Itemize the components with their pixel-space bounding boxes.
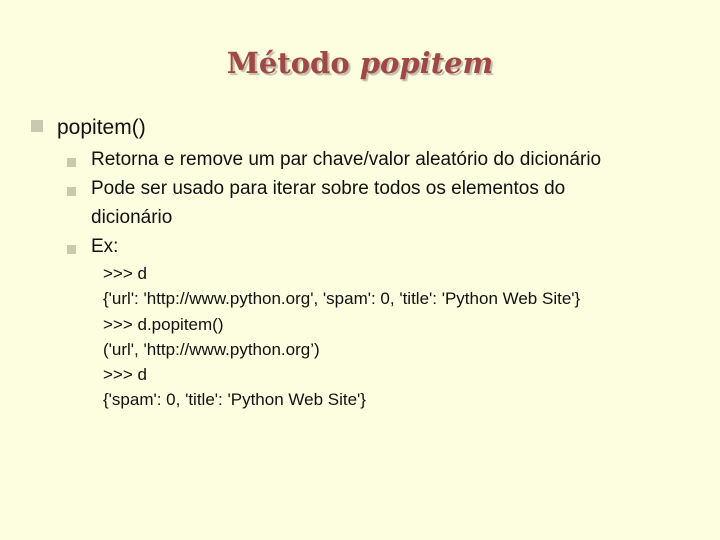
slide-title-plain: Método xyxy=(226,46,360,80)
code-example xyxy=(103,261,580,413)
sub-bullet-returns xyxy=(67,150,691,174)
code-line: {'spam': 0, 'title': 'Python Web Site'} xyxy=(103,390,366,410)
bullet-popitem xyxy=(31,116,146,140)
sub-bullet-square-icon xyxy=(67,245,76,254)
sub-bullet-square-icon xyxy=(67,158,76,167)
slide-title xyxy=(0,46,720,80)
sub-bullet-text: Ex: xyxy=(91,236,119,257)
sub-bullet-example xyxy=(67,237,691,261)
sub-bullet-text: Retorna e remove um par chave/valor aleatório do dicionário xyxy=(91,149,602,170)
code-line: ('url', 'http://www.python.org’) xyxy=(103,339,320,359)
sub-bullet-iterate xyxy=(67,179,651,232)
code-line: >>> d xyxy=(103,365,147,385)
bullet-text: popitem() xyxy=(57,116,146,139)
code-line: >>> d xyxy=(103,264,147,283)
code-line: {'url': 'http://www.python.org', 'spam': 0, 'title': 'Python Web Site'} xyxy=(103,289,581,309)
slide-title-emphasis: popitem xyxy=(359,46,494,80)
sub-bullet-text: Pode ser usado para iterar sobre todos os elementos do dicionário xyxy=(91,178,566,228)
code-line: >>> d.popitem() xyxy=(103,314,224,334)
bullet-square-icon xyxy=(31,120,43,132)
sub-bullet-square-icon xyxy=(67,187,76,196)
